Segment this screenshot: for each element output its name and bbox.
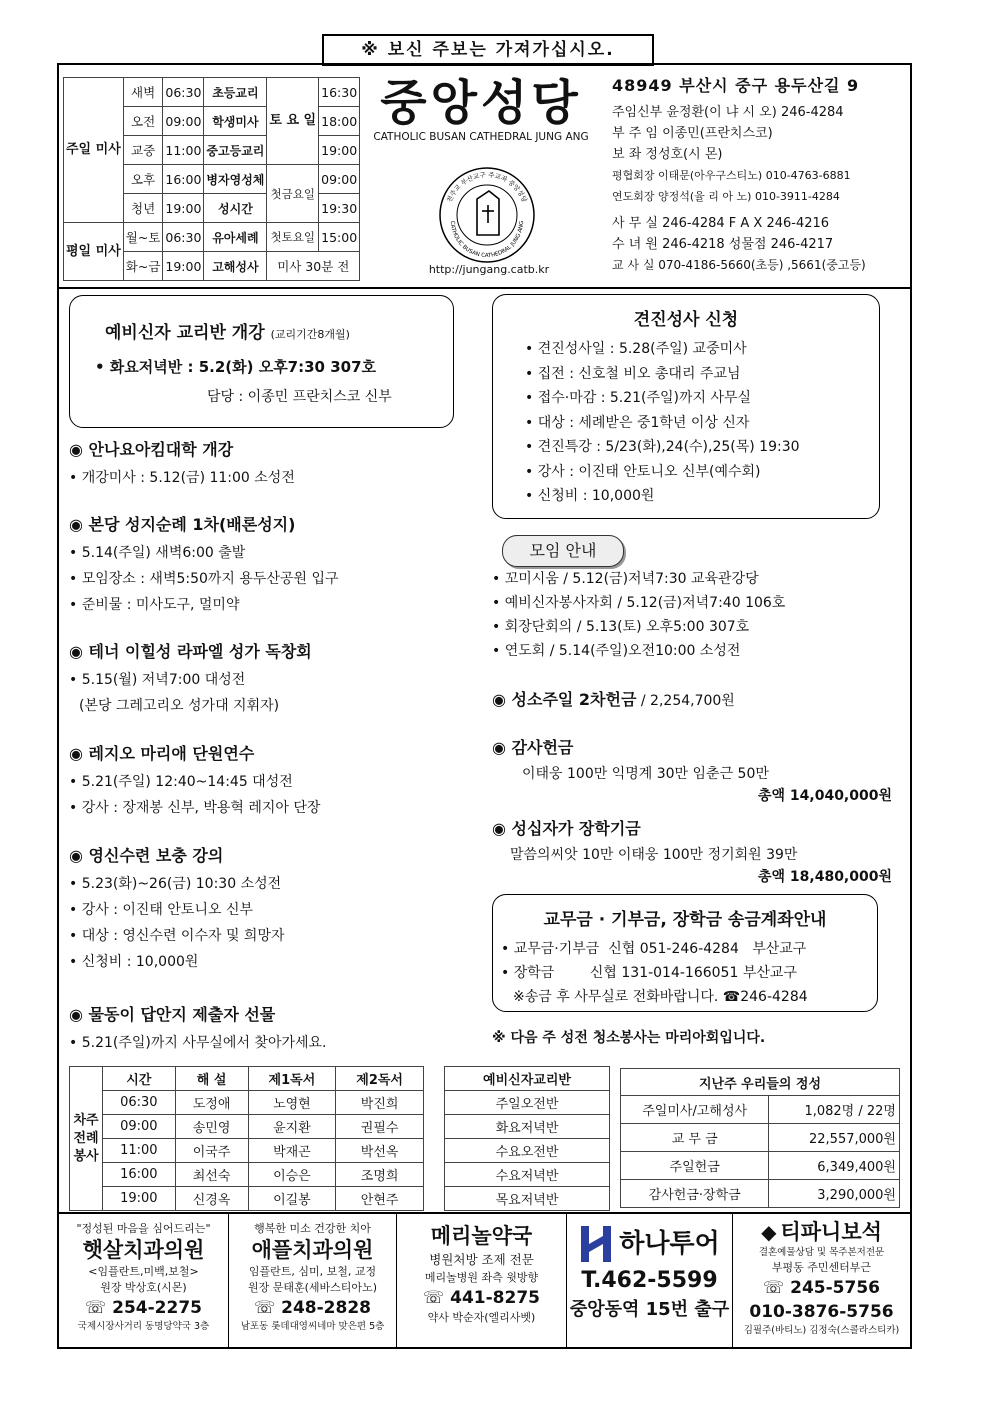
mass-name: 월~토	[123, 223, 163, 252]
mass-time: 09:00	[163, 107, 204, 136]
ad-address: 남포동 롯데대영씨네마 맞은편 5층	[240, 1321, 385, 1332]
saturday-time: 16:30	[319, 78, 360, 107]
ad-tagline: 행복한 미소 건강한 치아	[254, 1222, 371, 1235]
section-item: • 5.15(월) 저녁7:00 대성전	[69, 672, 246, 688]
ad-phone: ☏ 245-5756	[762, 1278, 881, 1298]
confirmation-item: • 접수·마감 : 5.21(주일)까지 사무실	[525, 390, 752, 406]
section-university	[69, 437, 295, 491]
account-title: 교무금 · 기부금, 장학금 송금계좌안내	[543, 910, 827, 930]
thanks-offering-title: ◉ 감사헌금	[492, 738, 574, 757]
event-name: 고해성사	[204, 252, 267, 281]
section-item: • 대상 : 영신수련 이수자 및 희망자	[69, 928, 285, 944]
confirmation-item: • 대상 : 세례받은 중1학년 이상 신자	[525, 414, 750, 431]
account-line: • 교무금·기부금 신협 051-246-4284 부산교구	[501, 941, 807, 957]
scholarship-fund-total: 총액 18,480,000원	[757, 869, 892, 885]
column-header: 제1독서	[248, 1067, 336, 1091]
section-item: • 5.14(주일) 새벽6:00 출발	[69, 545, 246, 561]
table-cell: 주일헌금	[621, 1152, 769, 1180]
ad-dental-apple	[229, 1214, 397, 1349]
table-cell: 수요오전반	[445, 1139, 610, 1163]
table-cell: 조명희	[336, 1163, 424, 1187]
ad-title: 티파니보석	[780, 1220, 882, 1244]
scholarship-fund	[492, 816, 892, 888]
phone-line: 사 무 실 246-4284 F A X 246-4216	[612, 216, 830, 231]
table-cell: 박선옥	[336, 1139, 424, 1163]
table-cell: 화요저녁반	[445, 1115, 610, 1139]
thanks-offering	[492, 735, 892, 807]
address: 48949 부산시 중구 용두산길 9	[612, 76, 860, 95]
first-saturday-time: 15:00	[319, 223, 360, 252]
table-cell: 주일오전반	[445, 1091, 610, 1115]
table-cell: 이승은	[248, 1163, 336, 1187]
church-english-name: CATHOLIC BUSAN CATHEDRAL JUNG ANG	[373, 131, 589, 143]
event-name: 초등교리	[204, 78, 267, 107]
diamond-icon: ◆	[761, 1220, 777, 1244]
table-cell: 11:00	[103, 1139, 176, 1163]
meetings-label: 모임 안내	[502, 535, 624, 567]
section-item: • 모임장소 : 새벽5:50까지 용두산공원 입구	[69, 571, 339, 587]
catechumen-schedule: • 화요저녁반 : 5.2(화) 오후7:30 307호	[95, 358, 377, 376]
meeting-item: • 연도회 / 5.14(주일)오전10:00 소성전	[492, 643, 741, 659]
column-header: 해 설	[175, 1067, 248, 1091]
ad-line: 중앙동역 15번 출구	[569, 1299, 730, 1320]
event-name: 학생미사	[204, 107, 267, 136]
event-name: 성시간	[204, 194, 267, 223]
table-cell: 22,557,000원	[769, 1124, 900, 1152]
ad-hanatour	[567, 1214, 733, 1349]
mass-name: 청년	[123, 194, 163, 223]
account-line: ※송금 후 사무실로 전화바랍니다. ☎246-4284	[513, 989, 808, 1005]
column-header: 예비신자교리반	[445, 1067, 610, 1091]
saturday-label: 토 요 일	[267, 78, 319, 165]
section-item: • 5.21(주일) 12:40~14:45 대성전	[69, 774, 293, 790]
section-recital	[69, 639, 312, 719]
confirmation-item: • 견진특강 : 5/23(화),24(수),25(목) 19:30	[525, 439, 800, 455]
section-item: • 강사 : 장재봉 신부, 박용혁 레지아 단장	[69, 800, 321, 816]
section-pilgrimage	[69, 512, 339, 618]
column-header: 지난주 우리들의 정성	[621, 1069, 900, 1096]
section-item: • 개강미사 : 5.12(금) 11:00 소성전	[69, 470, 295, 486]
church-name: 중앙성당	[380, 75, 582, 131]
ad-phone: ☏ 254-2275	[84, 1298, 203, 1318]
section-title: ◉ 본당 성지순례 1차(배론성지)	[69, 515, 296, 534]
ad-line: 임플란트, 심미, 보철, 교정	[248, 1265, 377, 1278]
table-cell: 도정애	[175, 1091, 248, 1115]
table-cell: 윤지환	[248, 1115, 336, 1139]
seal-top-text: 천주교 부산교구 주교좌 중앙성당	[445, 170, 529, 204]
column-header: 제2독서	[336, 1067, 424, 1091]
church-seal-icon	[437, 165, 537, 265]
mass-schedule-table	[63, 77, 360, 281]
staff-line: 보 좌 정성호(시 몬)	[612, 147, 723, 162]
table-cell: 09:00	[103, 1115, 176, 1139]
event-name: 중고등교리	[204, 136, 267, 165]
mass-name: 오전	[123, 107, 163, 136]
first-friday-time: 09:00	[319, 165, 360, 194]
ad-title: 하나투어	[619, 1229, 720, 1259]
ad-title: 애플치과의원	[251, 1238, 374, 1262]
staff-line: 주임신부 윤정환(이 냐 시 오) 246-4284	[612, 105, 844, 120]
ad-line: 원장 문태훈(세바스티아노)	[248, 1281, 377, 1294]
section-title: ◉ 영신수련 보충 강의	[69, 846, 224, 865]
meetings-list	[492, 567, 785, 663]
ad-line: 결혼예물상담 및 목주본저전문	[758, 1247, 885, 1258]
section-title: ◉ 안나요아킴대학 개강	[69, 440, 234, 459]
advertisements	[59, 1212, 910, 1349]
section-item: • 강사 : 이진태 안토니오 신부	[69, 902, 253, 918]
second-collection-amount: / 2,254,700원	[640, 693, 735, 709]
table-cell: 이국주	[175, 1139, 248, 1163]
meeting-item: • 꼬미시움 / 5.12(금)저녁7:30 교육관강당	[492, 571, 759, 587]
confirmation-item: • 견진성사일 : 5.28(주일) 교중미사	[525, 341, 747, 357]
church-info	[612, 73, 907, 276]
ad-jewelry	[733, 1214, 910, 1349]
section-title: ◉ 레지오 마리애 단원연수	[69, 744, 255, 763]
mass-time: 16:00	[163, 165, 204, 194]
catechumen-box	[69, 295, 454, 428]
mass-time: 06:30	[163, 223, 204, 252]
confirmation-box	[492, 294, 880, 519]
meeting-item: • 예비신자봉사자회 / 5.12(금)저녁7:40 106호	[492, 595, 786, 611]
mass-name: 화~금	[123, 252, 163, 281]
scholarship-fund-detail: 말씀의씨앗 10만 이태웅 100만 정기회원 39만	[510, 847, 798, 863]
table-cell: 최선숙	[175, 1163, 248, 1187]
sunday-mass-label: 주일 미사	[64, 78, 124, 223]
confirmation-item: • 집전 : 신호철 비오 총대리 주교님	[525, 365, 741, 382]
table-cell: 19:00	[103, 1187, 176, 1211]
mass-name: 새벽	[123, 78, 163, 107]
service-label: 차주 전례 봉사	[70, 1067, 103, 1211]
table-cell: 목요저녁반	[445, 1187, 610, 1211]
ad-title: 메리놀약국	[430, 1224, 533, 1248]
staff-line: 부 주 임 이종민(프란치스코)	[612, 126, 773, 141]
section-item: (본당 그레고리오 성가대 지휘자)	[79, 698, 280, 714]
table-cell: 노영현	[248, 1091, 336, 1115]
mass-time: 19:00	[163, 252, 204, 281]
confirmation-title: 견진성사 신청	[633, 310, 739, 330]
event-name: 병자영성체	[204, 165, 267, 194]
second-collection	[492, 687, 735, 710]
table-cell: 신경옥	[175, 1187, 248, 1211]
cleaning-notice: ※ 다음 주 성전 청소봉사는 마리아회입니다.	[492, 1030, 766, 1046]
staff-line: 평협회장 이태문(아우구스티노) 010-4763-6881	[612, 169, 851, 182]
scholarship-fund-title: ◉ 성십자가 장학기금	[492, 819, 641, 838]
liturgy-service-table	[69, 1066, 424, 1211]
mass-name: 교중	[123, 136, 163, 165]
first-saturday-label: 첫토요일	[267, 223, 319, 252]
table-cell: 감사헌금·장학금	[621, 1180, 769, 1208]
table-cell: 박재곤	[248, 1139, 336, 1163]
table-cell: 안현주	[336, 1187, 424, 1211]
ad-phone: T.462-5599	[581, 1268, 718, 1293]
table-cell: 수요저녁반	[445, 1163, 610, 1187]
seal-bottom-text: CATHOLIC BUSAN CATHEDRAL JUNG ANG	[448, 220, 526, 260]
ad-dental-sunshine	[59, 1214, 229, 1349]
ad-line: 병원처방 조제 전문	[429, 1252, 534, 1267]
table-cell: 이길봉	[248, 1187, 336, 1211]
ad-title: 햇살치과의원	[82, 1238, 205, 1262]
ad-phone: 010-3876-5756	[749, 1302, 894, 1322]
section-title: ◉ 테너 이힐성 라파엘 성가 독창회	[69, 642, 312, 661]
ad-line: 부평동 주민센터부근	[771, 1261, 872, 1274]
table-cell: 박진희	[336, 1091, 424, 1115]
header	[59, 65, 910, 289]
section-item: • 5.23(화)~26(금) 10:30 소성전	[69, 876, 282, 892]
ad-phone: ☏ 441-8275	[422, 1288, 541, 1308]
ad-line: 메리놀병원 좌측 윗방향	[424, 1271, 539, 1284]
thanks-offering-total: 총액 14,040,000원	[757, 788, 892, 804]
table-cell: 3,290,000원	[769, 1180, 900, 1208]
column-header: 시간	[103, 1067, 176, 1091]
table-cell: 06:30	[103, 1091, 176, 1115]
phone-line: 교 사 실 070-4186-5660(초등) ,5661(중고등)	[612, 258, 866, 272]
catechumen-class-table	[444, 1066, 610, 1211]
church-brand	[371, 75, 591, 143]
table-cell: 주일미사/고해성사	[621, 1096, 769, 1124]
ad-address: 국제시장사거리 동명당약국 3층	[77, 1321, 210, 1332]
confirmation-item: • 강사 : 이진태 안토니오 신부(예수회)	[525, 463, 761, 480]
ad-tagline: "정성된 마음을 심어드리는"	[76, 1222, 211, 1235]
ad-line: 원장 박상호(시몬)	[100, 1281, 187, 1294]
ad-phone: ☏ 248-2828	[253, 1298, 372, 1318]
ad-line: 약사 박순자(엘리사벳)	[427, 1311, 536, 1324]
section-item: • 5.21(주일)까지 사무실에서 찾아가세요.	[69, 1035, 327, 1051]
section-item: • 준비물 : 미사도구, 멀미약	[69, 597, 240, 613]
second-collection-title: ◉ 성소주일 2차헌금	[492, 690, 637, 709]
hanatour-logo-icon	[579, 1224, 613, 1264]
section-legio	[69, 741, 320, 821]
event-name: 유아세례	[204, 223, 267, 252]
catechumen-teacher: 담당 : 이종민 프란치스코 신부	[207, 389, 392, 405]
first-friday-label: 첫금요일	[267, 165, 319, 223]
first-friday-time: 19:30	[319, 194, 360, 223]
mass-time: 11:00	[163, 136, 204, 165]
table-cell: 권필수	[336, 1115, 424, 1139]
confession-time: 미사 30분 전	[267, 252, 360, 281]
phone-line: 수 녀 원 246-4218 성물점 246-4217	[612, 237, 834, 252]
saturday-time: 18:00	[319, 107, 360, 136]
mass-time: 06:30	[163, 78, 204, 107]
table-cell: 교 무 금	[621, 1124, 769, 1152]
website-link[interactable]: http://jungang.catb.kr	[428, 263, 550, 276]
catechumen-note: (교리기간8개월)	[270, 328, 350, 341]
catechumen-title: 예비신자 교리반 개강	[105, 323, 265, 343]
ad-line: <임플란트,미백,보철>	[88, 1265, 199, 1278]
mass-time: 19:00	[163, 194, 204, 223]
table-cell: 6,349,400원	[769, 1152, 900, 1180]
section-spiritual-exercise	[69, 843, 285, 975]
last-week-table	[620, 1068, 900, 1208]
mass-name: 오후	[123, 165, 163, 194]
meeting-item: • 회장단회의 / 5.13(토) 오후5:00 307호	[492, 619, 750, 635]
section-item: • 신청비 : 10,000원	[69, 954, 199, 970]
saturday-time: 19:00	[319, 136, 360, 165]
staff-line: 연도회장 양정석(율 리 아 노) 010-3911-4284	[612, 190, 840, 203]
section-gift	[69, 1002, 327, 1056]
take-home-banner: ※ 보신 주보는 가져가십시오.	[322, 34, 654, 66]
svg-text:천주교 부산교구 주교좌 중앙성당	[445, 171, 530, 204]
ad-address: 김필주(바티노) 김정숙(스콜라스티카)	[743, 1325, 900, 1336]
account-box	[492, 894, 878, 1012]
weekday-mass-label: 평일 미사	[64, 223, 124, 281]
section-title: ◉ 물동이 답안지 제출자 선물	[69, 1005, 276, 1024]
table-cell: 16:00	[103, 1163, 176, 1187]
table-cell: 송민영	[175, 1115, 248, 1139]
ad-pharmacy	[397, 1214, 567, 1349]
account-line: • 장학금 신협 131-014-166051 부산교구	[501, 965, 797, 981]
table-cell: 1,082명 / 22명	[769, 1096, 900, 1124]
thanks-offering-detail: 이태웅 100만 익명계 30만 임춘근 50만	[522, 766, 769, 782]
confirmation-item: • 신청비 : 10,000원	[525, 488, 655, 504]
bulletin-frame	[57, 63, 912, 1349]
